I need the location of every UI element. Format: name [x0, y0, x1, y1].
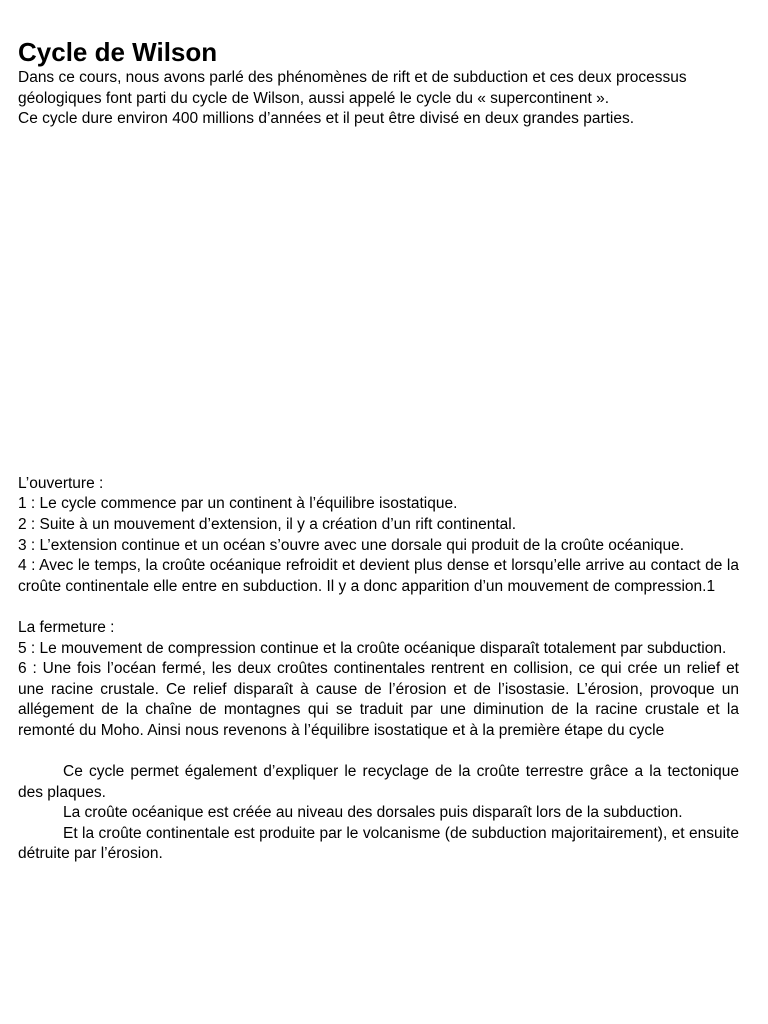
conclusion-paragraph: Ce cycle permet également d’expliquer le recyclage de la croûte terrestre grâce a la tectonique des plaques.	[18, 763, 739, 801]
conclusion-paragraph: Et la croûte continentale est produite par le volcanisme (de subduction majoritairement), et ensuite détruite par l’érosion.	[18, 824, 739, 863]
list-item: 1 : Le cycle commence par un continent à l’équilibre isostatique.	[18, 495, 458, 513]
ouverture-section	[18, 474, 739, 598]
fermeture-section	[18, 618, 739, 742]
fermeture-heading: La fermeture :	[18, 618, 115, 636]
intro-paragraph: Dans ce cours, nous avons parlé des phénomènes de rift et de subduction et ces deux processus géologiques font parti du cycle de Wilson, aussi appelé le cycle du « supercontinent ».	[18, 69, 687, 107]
intro-section	[18, 68, 739, 130]
document-page	[18, 36, 739, 865]
intro-paragraph: Ce cycle dure environ 400 millions d’années et il peut être divisé en deux grandes parties.	[18, 110, 635, 128]
conclusion-paragraph: La croûte océanique est créée au niveau des dorsales puis disparaît lors de la subduction.	[63, 804, 683, 822]
conclusion-section	[18, 762, 739, 865]
ouverture-heading: L’ouverture :	[18, 474, 104, 492]
list-item: 4 : Avec le temps, la croûte océanique refroidit et devient plus dense et lorsqu’elle arrive au contact de la croûte continentale elle entre en subduction. Il y a donc apparition d’un mouvement de compression.1	[18, 557, 739, 595]
spacer	[18, 597, 739, 618]
document-title: Cycle de Wilson	[18, 37, 218, 67]
list-item: 2 : Suite à un mouvement d’extension, il y a création d’un rift continental.	[18, 515, 517, 533]
figure-placeholder	[18, 130, 739, 474]
list-item: 3 : L’extension continue et un océan s’ouvre avec une dorsale qui produit de la croûte océanique.	[18, 536, 685, 554]
list-item: 5 : Le mouvement de compression continue et la croûte océanique disparaît totalement par subduction.	[18, 639, 727, 657]
list-item: 6 : Une fois l’océan fermé, les deux croûtes continentales rentrent en collision, ce qui crée un relief et une racine crustale. Ce relief disparaît à cause de l’érosion et de l’isostasie. L’érosion, provoque un allégement de la chaîne de montagnes qui se traduit par une diminution de la racine crustale et la remonté du Moho. Ainsi nous revenons à l’équilibre isostatique et à la première étape du cycle	[18, 660, 739, 739]
spacer	[18, 742, 739, 763]
